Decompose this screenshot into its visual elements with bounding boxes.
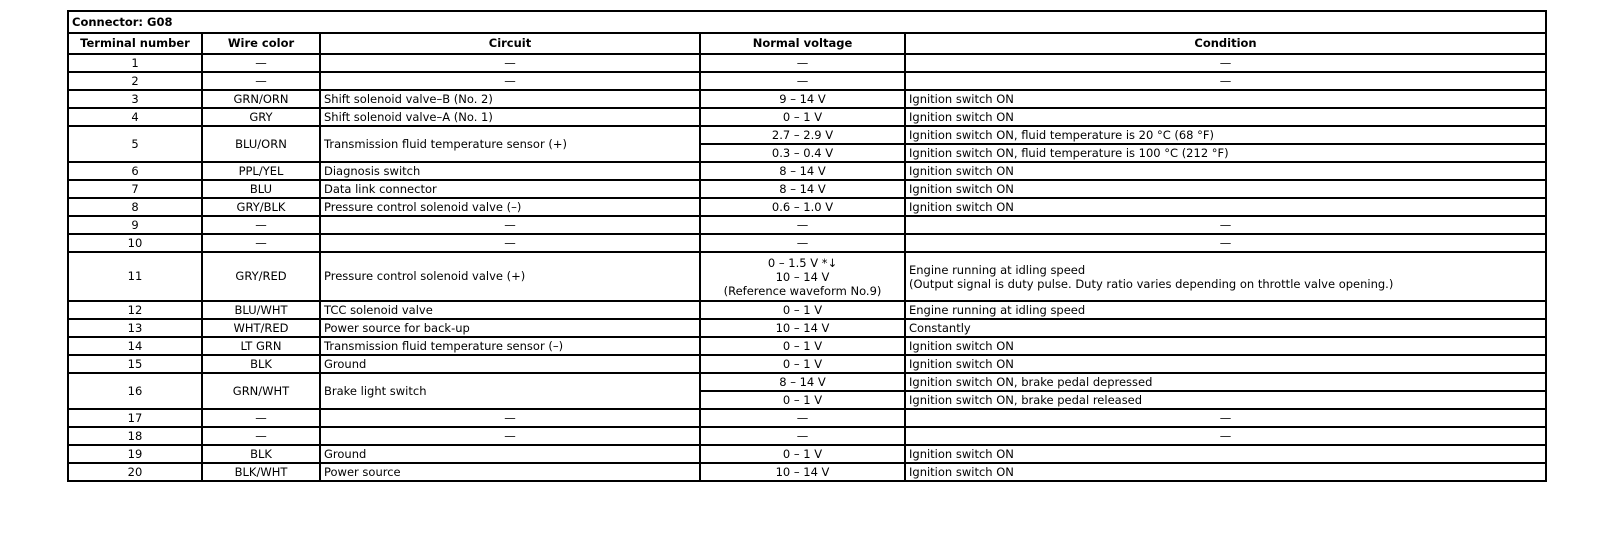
header-wire-color: Wire color xyxy=(202,33,320,54)
table-body xyxy=(68,54,1546,481)
table-row xyxy=(68,445,1546,463)
circuit-cell: — xyxy=(320,409,700,427)
header-terminal-number: Terminal number xyxy=(68,33,202,54)
terminal-number-cell: 4 xyxy=(68,108,202,126)
normal-voltage-cell: 0.6 – 1.0 V xyxy=(700,198,905,216)
condition-cell: Engine running at idling speed xyxy=(905,301,1546,319)
normal-voltage-cell: 8 – 14 V xyxy=(700,162,905,180)
condition-cell: Ignition switch ON, brake pedal depressed xyxy=(905,373,1546,391)
circuit-cell: Pressure control solenoid valve (–) xyxy=(320,198,700,216)
circuit-cell: — xyxy=(320,234,700,252)
condition-cell: — xyxy=(905,234,1546,252)
normal-voltage-cell: 0.3 – 0.4 V xyxy=(700,144,905,162)
table-row xyxy=(68,337,1546,355)
condition-line: Engine running at idling speed xyxy=(909,262,1086,277)
terminal-number-cell: 1 xyxy=(68,54,202,72)
condition-cell: Ignition switch ON xyxy=(905,355,1546,373)
condition-cell xyxy=(905,252,1546,301)
condition-cell: Ignition switch ON xyxy=(905,463,1546,481)
condition-cell: Ignition switch ON xyxy=(905,198,1546,216)
wire-color-cell: — xyxy=(202,409,320,427)
circuit-cell: Transmission fluid temperature sensor (+) xyxy=(320,126,700,162)
wire-color-cell: — xyxy=(202,216,320,234)
wire-color-cell: GRN/ORN xyxy=(202,90,320,108)
wire-color-cell: — xyxy=(202,234,320,252)
table-row xyxy=(68,72,1546,90)
wire-color-cell: GRN/WHT xyxy=(202,373,320,409)
terminal-number-cell: 2 xyxy=(68,72,202,90)
wire-color-cell: — xyxy=(202,427,320,445)
table-row xyxy=(68,373,1546,391)
condition-cell: Ignition switch ON xyxy=(905,162,1546,180)
normal-voltage-cell: — xyxy=(700,216,905,234)
voltage-line: 10 – 14 V xyxy=(775,269,830,284)
header-circuit: Circuit xyxy=(320,33,700,54)
table-row xyxy=(68,319,1546,337)
wire-color-cell: BLK xyxy=(202,355,320,373)
circuit-cell: Transmission fluid temperature sensor (–) xyxy=(320,337,700,355)
table-row xyxy=(68,252,1546,301)
normal-voltage-cell: 10 – 14 V xyxy=(700,319,905,337)
normal-voltage-cell: 0 – 1 V xyxy=(700,301,905,319)
table-row xyxy=(68,301,1546,319)
normal-voltage-cell xyxy=(700,252,905,301)
wire-color-cell: GRY/RED xyxy=(202,252,320,301)
circuit-cell: Brake light switch xyxy=(320,373,700,409)
terminal-number-cell: 15 xyxy=(68,355,202,373)
condition-cell: Ignition switch ON, brake pedal released xyxy=(905,391,1546,409)
terminal-number-cell: 8 xyxy=(68,198,202,216)
connector-title: Connector: G08 xyxy=(68,11,1546,33)
terminal-number-cell: 6 xyxy=(68,162,202,180)
table-row xyxy=(68,427,1546,445)
wire-color-cell: BLU xyxy=(202,180,320,198)
voltage-line: (Reference waveform No.9) xyxy=(723,283,882,298)
terminal-number-cell: 11 xyxy=(68,252,202,301)
circuit-cell: Ground xyxy=(320,355,700,373)
table-row xyxy=(68,126,1546,144)
connector-table-container xyxy=(67,10,1545,482)
condition-cell: Ignition switch ON xyxy=(905,90,1546,108)
connector-pinout-table xyxy=(67,10,1547,482)
circuit-cell: — xyxy=(320,54,700,72)
circuit-cell: Power source for back-up xyxy=(320,319,700,337)
condition-cell: Ignition switch ON xyxy=(905,180,1546,198)
normal-voltage-cell: — xyxy=(700,234,905,252)
table-row xyxy=(68,54,1546,72)
table-row xyxy=(68,180,1546,198)
normal-voltage-cell: 2.7 – 2.9 V xyxy=(700,126,905,144)
condition-cell: — xyxy=(905,427,1546,445)
wire-color-cell: BLU/WHT xyxy=(202,301,320,319)
circuit-cell: Shift solenoid valve–B (No. 2) xyxy=(320,90,700,108)
normal-voltage-cell: 10 – 14 V xyxy=(700,463,905,481)
header-condition: Condition xyxy=(905,33,1546,54)
wire-color-cell: BLK xyxy=(202,445,320,463)
normal-voltage-cell: — xyxy=(700,409,905,427)
table-row xyxy=(68,108,1546,126)
terminal-number-cell: 20 xyxy=(68,463,202,481)
wire-color-cell: WHT/RED xyxy=(202,319,320,337)
terminal-number-cell: 18 xyxy=(68,427,202,445)
condition-cell: Ignition switch ON, fluid temperature is 20 °C (68 °F) xyxy=(905,126,1546,144)
table-row xyxy=(68,216,1546,234)
wire-color-cell: LT GRN xyxy=(202,337,320,355)
terminal-number-cell: 12 xyxy=(68,301,202,319)
circuit-cell: Diagnosis switch xyxy=(320,162,700,180)
condition-cell: Ignition switch ON xyxy=(905,337,1546,355)
condition-cell: — xyxy=(905,216,1546,234)
header-normal-voltage: Normal voltage xyxy=(700,33,905,54)
normal-voltage-cell: — xyxy=(700,72,905,90)
wire-color-cell: PPL/YEL xyxy=(202,162,320,180)
terminal-number-cell: 19 xyxy=(68,445,202,463)
table-row xyxy=(68,409,1546,427)
terminal-number-cell: 7 xyxy=(68,180,202,198)
circuit-cell: Pressure control solenoid valve (+) xyxy=(320,252,700,301)
wire-color-cell: — xyxy=(202,54,320,72)
circuit-cell: Ground xyxy=(320,445,700,463)
condition-cell: — xyxy=(905,72,1546,90)
circuit-cell: — xyxy=(320,72,700,90)
condition-line: (Output signal is duty pulse. Duty ratio varies depending on throttle valve opening.) xyxy=(909,276,1394,291)
terminal-number-cell: 14 xyxy=(68,337,202,355)
condition-cell: — xyxy=(905,54,1546,72)
normal-voltage-cell: 9 – 14 V xyxy=(700,90,905,108)
terminal-number-cell: 16 xyxy=(68,373,202,409)
header-row xyxy=(68,33,1546,54)
table-row xyxy=(68,198,1546,216)
normal-voltage-cell: 8 – 14 V xyxy=(700,373,905,391)
condition-cell: Ignition switch ON xyxy=(905,445,1546,463)
condition-cell: — xyxy=(905,409,1546,427)
table-row xyxy=(68,90,1546,108)
circuit-cell: Power source xyxy=(320,463,700,481)
terminal-number-cell: 5 xyxy=(68,126,202,162)
terminal-number-cell: 3 xyxy=(68,90,202,108)
circuit-cell: TCC solenoid valve xyxy=(320,301,700,319)
condition-cell: Ignition switch ON, fluid temperature is 100 °C (212 °F) xyxy=(905,144,1546,162)
table-row xyxy=(68,463,1546,481)
voltage-line: 0 – 1.5 V *↓ xyxy=(767,255,838,270)
normal-voltage-cell: 0 – 1 V xyxy=(700,355,905,373)
circuit-cell: — xyxy=(320,216,700,234)
terminal-number-cell: 13 xyxy=(68,319,202,337)
normal-voltage-cell: — xyxy=(700,54,905,72)
terminal-number-cell: 17 xyxy=(68,409,202,427)
normal-voltage-cell: 0 – 1 V xyxy=(700,391,905,409)
normal-voltage-cell: 8 – 14 V xyxy=(700,180,905,198)
wire-color-cell: GRY/BLK xyxy=(202,198,320,216)
table-row xyxy=(68,355,1546,373)
normal-voltage-cell: 0 – 1 V xyxy=(700,445,905,463)
terminal-number-cell: 9 xyxy=(68,216,202,234)
circuit-cell: Shift solenoid valve–A (No. 1) xyxy=(320,108,700,126)
terminal-number-cell: 10 xyxy=(68,234,202,252)
table-row xyxy=(68,162,1546,180)
condition-cell: Constantly xyxy=(905,319,1546,337)
normal-voltage-cell: 0 – 1 V xyxy=(700,337,905,355)
wire-color-cell: — xyxy=(202,72,320,90)
circuit-cell: Data link connector xyxy=(320,180,700,198)
condition-cell: Ignition switch ON xyxy=(905,108,1546,126)
circuit-cell: — xyxy=(320,427,700,445)
wire-color-cell: BLK/WHT xyxy=(202,463,320,481)
wire-color-cell: GRY xyxy=(202,108,320,126)
normal-voltage-cell: 0 – 1 V xyxy=(700,108,905,126)
normal-voltage-cell: — xyxy=(700,427,905,445)
wire-color-cell: BLU/ORN xyxy=(202,126,320,162)
table-row xyxy=(68,234,1546,252)
